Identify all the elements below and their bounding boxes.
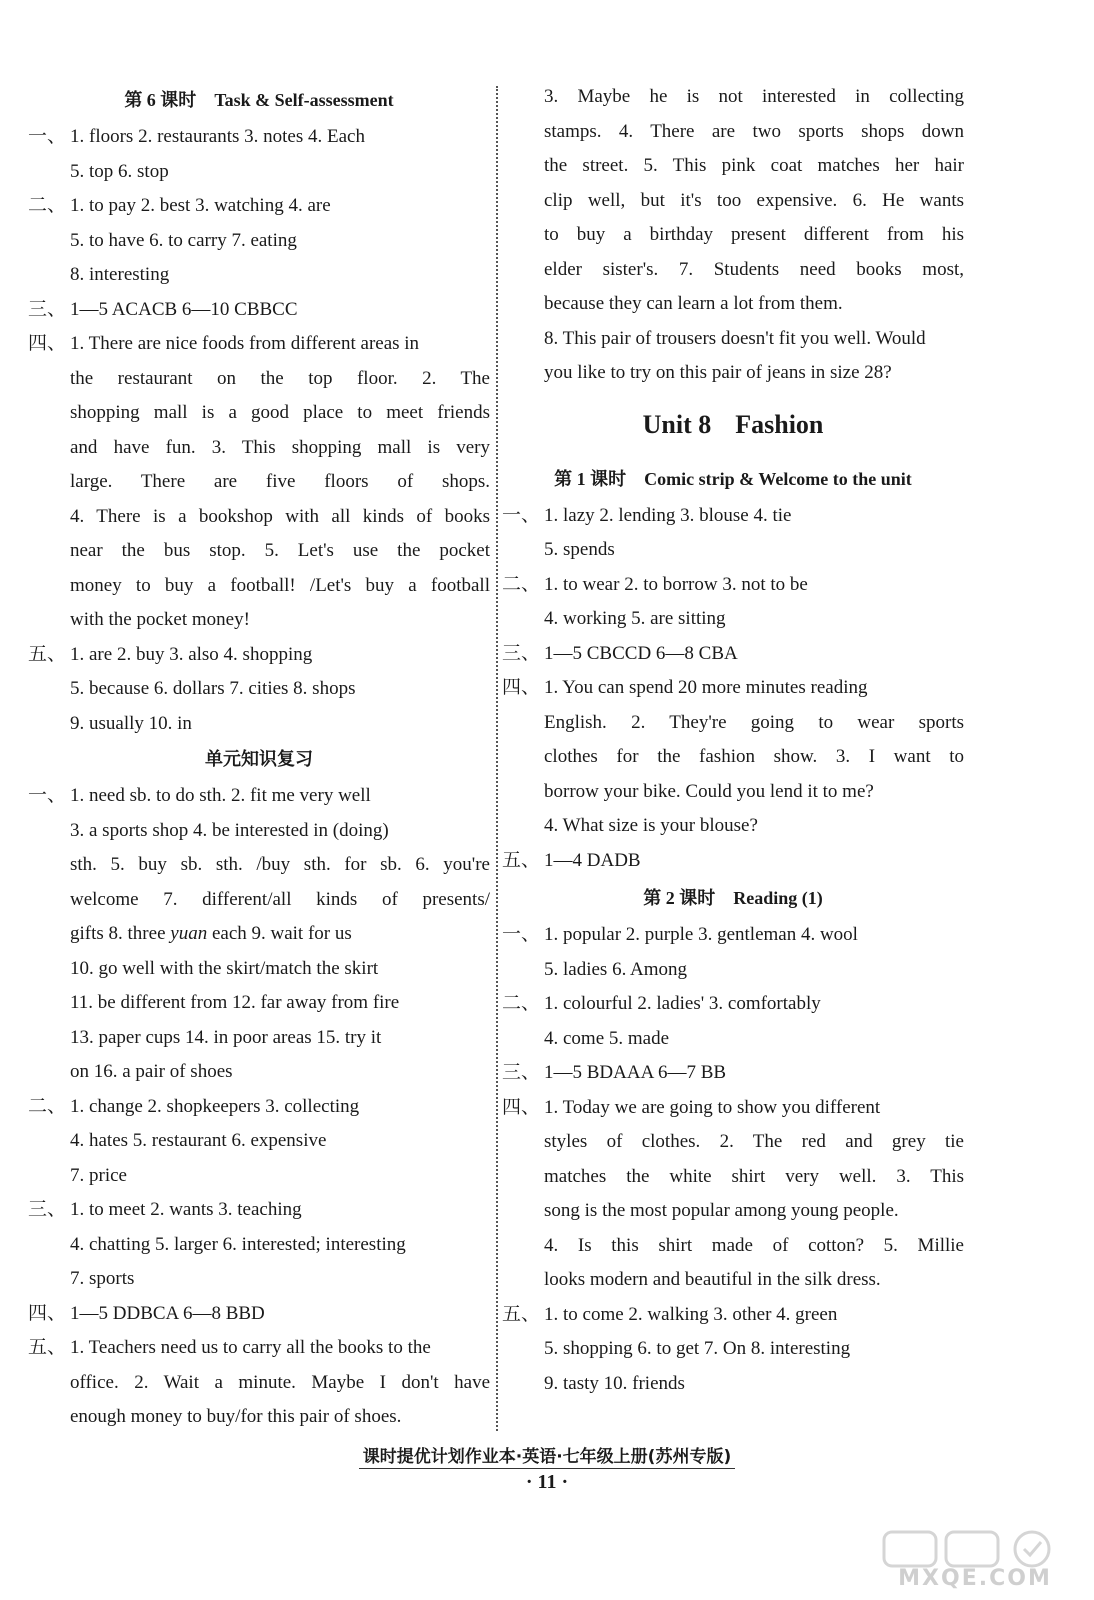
section-marker: 一、 [502, 504, 541, 526]
lesson-topic: Reading (1) [733, 888, 823, 908]
section-heading-lesson-1 [502, 459, 964, 499]
answer-line: 五、 1. to come 2. walking 3. other 4. green [502, 1298, 964, 1333]
answer-line: 四、 1. There are nice foods from different areas in [28, 327, 490, 362]
answer-line: the restaurant on the top floor. 2. The [70, 367, 490, 389]
answer-line: 三、 1—5 ACACB 6—10 CBBCC [28, 293, 490, 328]
answer-line: 一、 1. lazy 2. lending 3. blouse 4. tie [502, 499, 964, 534]
answer-line: 7. sports [70, 1268, 135, 1289]
answer-line: enough money to buy/for this pair of shoes. [70, 1406, 402, 1427]
unit-number: Unit 8 [642, 409, 712, 439]
section-marker: 一、 [502, 924, 541, 945]
answer-line: sth. 5. buy sb. sth. /buy sth. for sb. 6. you're [70, 854, 490, 875]
section-heading-lesson-6 [28, 80, 490, 120]
answer-line: 一、 1. floors 2. restaurants 3. notes 4. Each [28, 120, 490, 155]
section-marker: 二、 [502, 993, 541, 1014]
answer-line: 五、 1. Teachers need us to carry all the books to the [28, 1331, 490, 1366]
unit-heading [502, 391, 964, 459]
answer-line: 4. come 5. made [544, 1027, 670, 1049]
answer-line: 五、 1—4 DADB [502, 844, 964, 879]
answer-line: looks modern and beautiful in the silk dress. [544, 1269, 881, 1290]
answer-line: 二、 1. colourful 2. ladies' 3. comfortably [502, 987, 964, 1022]
answer-line: 4. hates 5. restaurant 6. expensive [70, 1130, 327, 1151]
lesson-topic: Task & Self-assessment [214, 90, 394, 110]
section-marker: 二、 [28, 195, 67, 216]
answer-line: and have fun. 3. This shopping mall is very [70, 436, 490, 458]
answer-line: 13. paper cups 14. in poor areas 15. try it [70, 1026, 382, 1048]
answer-line: 二、 1. to wear 2. to borrow 3. not to be [502, 568, 964, 603]
section-marker: 一、 [28, 785, 67, 806]
section-marker: 二、 [28, 1095, 67, 1117]
answer-line: 二、 1. change 2. shopkeepers 3. collecting [28, 1090, 490, 1125]
answer-line: 三、 1—5 CBCCD 6—8 CBA [502, 637, 964, 672]
answer-line: on 16. a pair of shoes [70, 1061, 233, 1082]
answer-line: money to buy a football! /Let's buy a football [70, 574, 490, 596]
answer-line: 10. go well with the skirt/match the skirt [70, 957, 379, 979]
section-marker: 三、 [502, 1062, 541, 1083]
answer-line: 11. be different from 12. far away from fire [70, 992, 400, 1013]
unit-review-heading: 单元知识复习 [205, 749, 313, 770]
section-marker: 五、 [28, 643, 67, 665]
answer-line: 5. ladies 6. Among [544, 958, 688, 980]
column-divider [496, 86, 498, 1431]
watermark-logo [880, 1530, 1070, 1592]
answer-line: gifts 8. three yuan each 9. wait for us [70, 923, 352, 944]
answer-line: 8. interesting [70, 264, 170, 285]
section-marker: 一、 [28, 126, 67, 147]
answer-line: 5. to have 6. to carry 7. eating [70, 229, 297, 251]
answer-line: 4. What size is your blouse? [544, 815, 758, 836]
answer-line: with the pocket money! [70, 609, 250, 630]
answer-line: 4. Is this shirt made of cotton? 5. Millie [544, 1234, 964, 1256]
section-marker: 三、 [28, 298, 67, 320]
right-column [502, 80, 964, 1401]
page-footer [0, 1442, 1094, 1494]
book-title: 课时提优计划作业本·英语·七年级上册(苏州专版) [359, 1442, 735, 1469]
answer-line: borrow your bike. Could you lend it to me? [544, 780, 874, 802]
answer-line: 4. There is a bookshop with all kinds of books [70, 505, 490, 527]
answer-line: 3. a sports shop 4. be interested in (doing) [70, 819, 389, 841]
answer-line: shopping mall is a good place to meet friends [70, 402, 490, 423]
answer-line: 四、 1—5 DDBCA 6—8 BBD [28, 1297, 490, 1332]
section-marker: 四、 [502, 677, 541, 698]
answer-line: 一、 1. popular 2. purple 3. gentleman 4. wool [502, 918, 964, 953]
answer-line: you like to try on this pair of jeans in size 28? [544, 362, 892, 383]
answer-line: 4. working 5. are sitting [544, 608, 726, 629]
answer-line: song is the most popular among young people. [544, 1200, 899, 1221]
answer-line: 四、 1. Today we are going to show you different [502, 1091, 964, 1126]
answer-line: 9. usually 10. in [70, 712, 192, 734]
answer-line: office. 2. Wait a minute. Maybe I don't have [70, 1371, 490, 1393]
answer-line: large. There are five floors of shops. [70, 471, 490, 492]
answer-line: 7. price [70, 1164, 127, 1186]
answer-line: to buy a birthday present different from his [544, 224, 964, 245]
answer-line: styles of clothes. 2. The red and grey tie [544, 1131, 964, 1152]
section-marker: 五、 [502, 1303, 541, 1325]
section-marker: 三、 [502, 642, 541, 664]
unit-title: Fashion [735, 409, 824, 439]
section-marker: 四、 [28, 1302, 67, 1324]
answer-line: 四、 1. You can spend 20 more minutes reading [502, 671, 964, 706]
lesson-label: 第 1 课时 [554, 468, 627, 489]
lesson-label: 第 2 课时 [643, 888, 716, 908]
section-marker: 四、 [28, 333, 67, 354]
page-number: · 11 · [525, 1471, 569, 1493]
answer-line: 二、 1. to pay 2. best 3. watching 4. are [28, 189, 490, 224]
lesson-topic: Comic strip & Welcome to the unit [644, 468, 912, 489]
answer-line: 3. Maybe he is not interested in collecting [544, 86, 964, 107]
answer-line: 5. spends [544, 539, 615, 560]
answer-line: stamps. 4. There are two sports shops down [544, 120, 964, 142]
answer-line: 4. chatting 5. larger 6. interested; interesting [70, 1233, 406, 1255]
lesson-label: 第 6 课时 [124, 90, 197, 110]
answer-line: 5. shopping 6. to get 7. On 8. interesting [544, 1338, 851, 1359]
answer-line: near the bus stop. 5. Let's use the pocket [70, 540, 490, 561]
section-marker: 二、 [502, 573, 541, 595]
answer-line: 5. top 6. stop [70, 160, 169, 182]
answer-line: 三、 1—5 BDAAA 6—7 BB [502, 1056, 964, 1091]
answer-line: welcome 7. different/all kinds of presents/ [70, 888, 490, 910]
answer-line: matches the white shirt very well. 3. This [544, 1165, 964, 1187]
section-marker: 五、 [502, 849, 541, 871]
watermark-text: MXQE.COM [898, 1566, 1052, 1591]
answer-line: 三、 1. to meet 2. wants 3. teaching [28, 1193, 490, 1228]
answer-line: clip well, but it's too expensive. 6. He wants [544, 189, 964, 211]
section-marker: 三、 [28, 1199, 67, 1220]
answer-line: 5. because 6. dollars 7. cities 8. shops [70, 678, 356, 699]
answer-line: 8. This pair of trousers doesn't fit you well. Would [544, 327, 926, 349]
left-column [28, 80, 490, 1435]
watermark-emblem-icon [880, 1530, 1070, 1570]
answer-line: the street. 5. This pink coat matches her hair [544, 155, 964, 176]
answer-line: English. 2. They're going to wear sports [544, 711, 964, 733]
answer-line: elder sister's. 7. Students need books most, [544, 258, 964, 280]
section-marker: 四、 [502, 1096, 541, 1118]
answer-line: clothes for the fashion show. 3. I want to [544, 746, 964, 767]
answer-line: 9. tasty 10. friends [544, 1372, 685, 1394]
answer-line: because they can learn a lot from them. [544, 293, 843, 314]
answer-line: 一、 1. need sb. to do sth. 2. fit me very well [28, 779, 490, 814]
italic-word: yuan [170, 923, 208, 944]
section-marker: 五、 [28, 1337, 67, 1358]
answer-line: 五、 1. are 2. buy 3. also 4. shopping [28, 638, 490, 673]
section-heading-lesson-2 [502, 878, 964, 918]
